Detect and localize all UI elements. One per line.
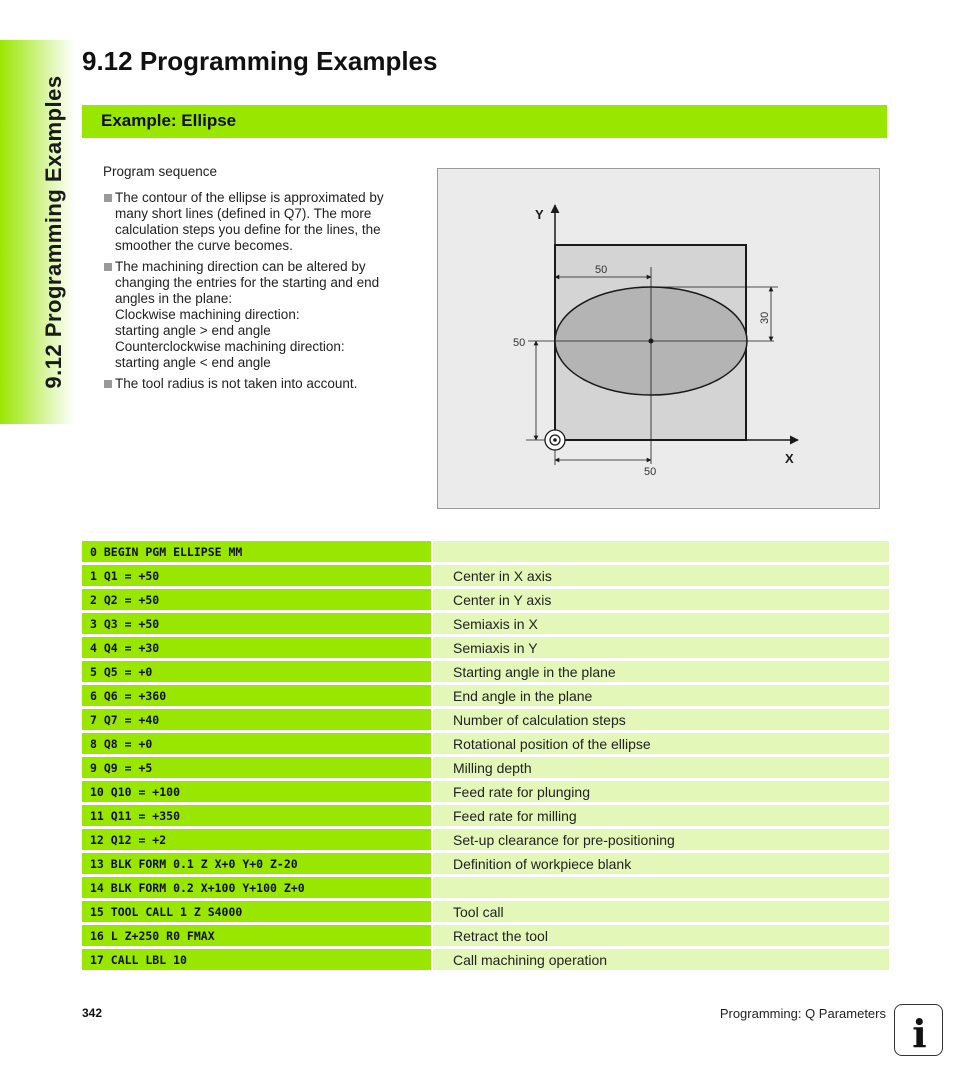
- program-code-cell: 9 Q9 = +5: [82, 757, 431, 778]
- origin-dot: [553, 438, 557, 442]
- program-row: [82, 733, 889, 754]
- program-code-cell: 10 Q10 = +100: [82, 781, 431, 802]
- program-comment-cell: Number of calculation steps: [433, 709, 889, 730]
- bullet-line: Counterclockwise machining direction:: [115, 339, 345, 354]
- program-comment-cell: Feed rate for milling: [433, 805, 889, 826]
- program-row: [82, 853, 889, 874]
- program-code-cell: 8 Q8 = +0: [82, 733, 431, 754]
- program-comment-cell: Rotational position of the ellipse: [433, 733, 889, 754]
- program-comment-cell: Milling depth: [433, 757, 889, 778]
- program-comment-cell: Call machining operation: [433, 949, 889, 970]
- program-comment-cell: [433, 541, 889, 562]
- bullet-item: [103, 376, 413, 392]
- dim-label-bottom: 50: [644, 466, 657, 478]
- program-code-cell: 7 Q7 = +40: [82, 709, 431, 730]
- program-code-cell: 14 BLK FORM 0.2 X+100 Y+100 Z+0: [82, 877, 431, 898]
- program-comment-cell: Center in Y axis: [433, 589, 889, 610]
- program-row: [82, 685, 889, 706]
- chapter-side-label: 9.12 Programming Examples: [41, 75, 66, 389]
- program-row: [82, 565, 889, 586]
- y-axis-label: Y: [535, 207, 544, 222]
- ellipse-figure: [437, 168, 880, 509]
- dim-label-right: 30: [759, 311, 771, 324]
- program-code-cell: 6 Q6 = +360: [82, 685, 431, 706]
- ellipse-center-point: [649, 339, 654, 344]
- program-comment-cell: Retract the tool: [433, 925, 889, 946]
- program-comment-cell: Set-up clearance for pre-positioning: [433, 829, 889, 850]
- program-comment-cell: Tool call: [433, 901, 889, 922]
- program-code-cell: 4 Q4 = +30: [82, 637, 431, 658]
- bullet-item: [103, 259, 413, 371]
- bullet-line: starting angle < end angle: [115, 355, 271, 370]
- bullet-line: starting angle > end angle: [115, 323, 271, 338]
- dim-label-top: 50: [595, 264, 608, 276]
- bullet-line: The machining direction can be altered by: [115, 259, 366, 274]
- program-code-cell: 2 Q2 = +50: [82, 589, 431, 610]
- bullet-list: [103, 190, 413, 397]
- program-row: [82, 661, 889, 682]
- bullet-line: changing the entries for the starting and end: [115, 275, 380, 290]
- bullet-line: smoother the curve becomes.: [115, 238, 293, 253]
- bullet-square-icon: [104, 263, 112, 271]
- svg-text:i: i: [912, 1011, 927, 1056]
- program-comment-cell: Center in X axis: [433, 565, 889, 586]
- program-row: [82, 829, 889, 850]
- bullet-square-icon: [104, 194, 112, 202]
- bullet-line: The tool radius is not taken into account.: [115, 376, 358, 391]
- page-number: 342: [82, 1006, 103, 1020]
- bullet-line: Clockwise machining direction:: [115, 307, 300, 322]
- program-listing: [82, 538, 889, 973]
- program-comment-cell: Semiaxis in Y: [433, 637, 889, 658]
- program-code-cell: 16 L Z+250 R0 FMAX: [82, 925, 431, 946]
- bullet-line: many short lines (defined in Q7). The more: [115, 206, 372, 221]
- section-heading: Example: Ellipse: [101, 111, 237, 130]
- program-code-cell: 0 BEGIN PGM ELLIPSE MM: [82, 541, 431, 562]
- program-comment-cell: [433, 877, 889, 898]
- program-row: [82, 709, 889, 730]
- bullet-square-icon: [104, 380, 112, 388]
- program-code-cell: 12 Q12 = +2: [82, 829, 431, 850]
- program-row: [82, 757, 889, 778]
- program-row: [82, 949, 889, 970]
- page-title: 9.12 Programming Examples: [82, 46, 438, 76]
- program-row: [82, 805, 889, 826]
- program-comment-cell: Definition of workpiece blank: [433, 853, 889, 874]
- program-code-cell: 15 TOOL CALL 1 Z S4000: [82, 901, 431, 922]
- section-banner: [82, 105, 887, 138]
- program-row: [82, 781, 889, 802]
- x-axis-label: X: [785, 451, 794, 466]
- program-row: [82, 589, 889, 610]
- program-row: [82, 925, 889, 946]
- program-comment-cell: End angle in the plane: [433, 685, 889, 706]
- program-code-cell: 1 Q1 = +50: [82, 565, 431, 586]
- program-code-cell: 5 Q5 = +0: [82, 661, 431, 682]
- program-row: [82, 637, 889, 658]
- program-code-cell: 13 BLK FORM 0.1 Z X+0 Y+0 Z-20: [82, 853, 431, 874]
- program-comment-cell: Feed rate for plunging: [433, 781, 889, 802]
- program-row: [82, 541, 889, 562]
- program-row: [82, 613, 889, 634]
- info-icon: [894, 1004, 943, 1056]
- program-comment-cell: Semiaxis in X: [433, 613, 889, 634]
- program-code-cell: 11 Q11 = +350: [82, 805, 431, 826]
- program-comment-cell: Starting angle in the plane: [433, 661, 889, 682]
- footer-chapter-label: Programming: Q Parameters: [719, 1006, 886, 1021]
- intro-text: Program sequence: [103, 164, 218, 179]
- program-row: [82, 877, 889, 898]
- program-row: [82, 901, 889, 922]
- info-glyph: [895, 1005, 944, 1057]
- bullet-line: The contour of the ellipse is approximated by: [115, 190, 384, 205]
- program-code-cell: 3 Q3 = +50: [82, 613, 431, 634]
- bullet-line: calculation steps you define for the lines, the: [115, 222, 381, 237]
- program-code-cell: 17 CALL LBL 10: [82, 949, 431, 970]
- ellipse-drawing: [438, 169, 881, 510]
- dim-label-left: 50: [513, 337, 526, 349]
- bullet-item: [103, 190, 413, 254]
- bullet-line: angles in the plane:: [115, 291, 233, 306]
